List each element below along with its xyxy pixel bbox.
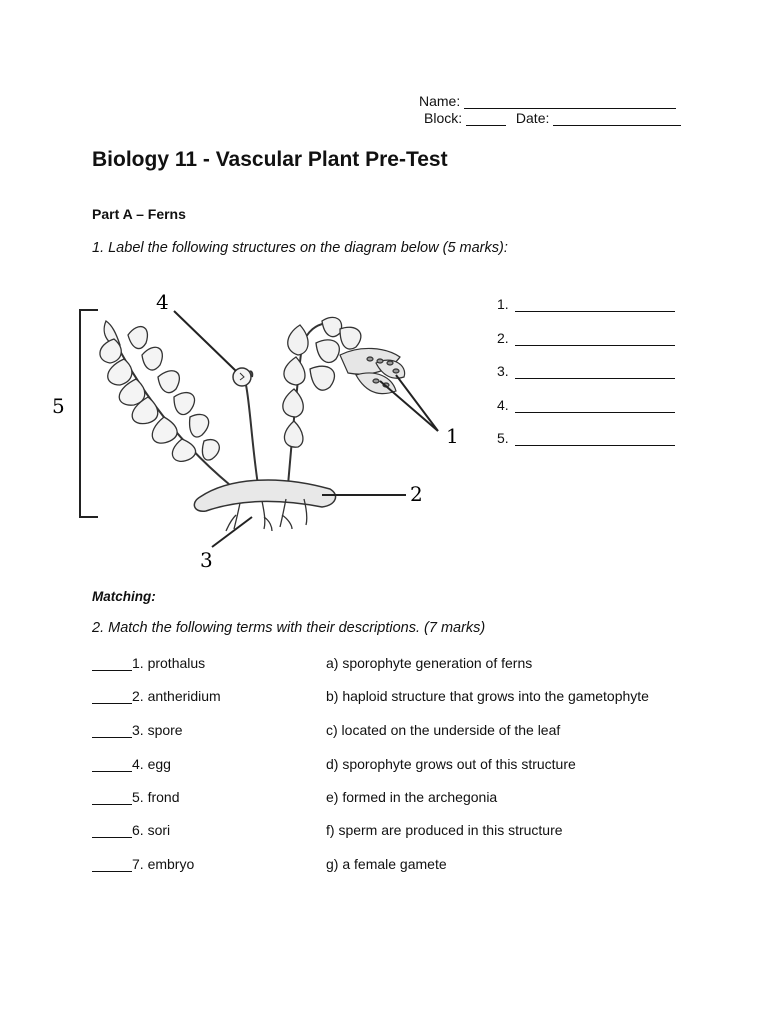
match-blank[interactable]: [92, 723, 132, 738]
answer-row-5: [497, 430, 675, 446]
match-term-3: [92, 722, 183, 738]
rhizome: [194, 480, 335, 511]
date-label: Date:: [515, 110, 550, 126]
match-description-d: d) sporophyte grows out of this structure: [326, 756, 576, 772]
right-frond: [283, 317, 361, 485]
match-term-6: [92, 822, 170, 838]
answer-field-5[interactable]: [515, 431, 675, 446]
diagram-label-1: 1: [446, 424, 459, 448]
answer-field-1[interactable]: [515, 297, 675, 312]
answer-number: 5.: [497, 430, 509, 446]
match-term-4: [92, 756, 171, 772]
pointer-1a: [380, 381, 438, 431]
diagram-label-3: 3: [200, 548, 213, 572]
answer-row-4: [497, 397, 675, 413]
diagram-label-2: 2: [410, 482, 423, 506]
match-description-e: e) formed in the archegonia: [326, 789, 498, 805]
answer-number: 4.: [497, 397, 509, 413]
bracket-5: [80, 310, 98, 517]
match-blank[interactable]: [92, 656, 132, 671]
match-description-f: f) sperm are produced in this structure: [326, 822, 563, 838]
match-term-2: [92, 688, 221, 704]
answer-number: 1.: [497, 296, 509, 312]
match-blank[interactable]: [92, 689, 132, 704]
name-line: [419, 93, 676, 109]
match-blank[interactable]: [92, 790, 132, 805]
answer-row-2: [497, 330, 675, 346]
term-label: 4. egg: [132, 756, 171, 772]
pointer-3: [212, 517, 252, 547]
answer-row-1: [497, 296, 675, 312]
name-label: Name:: [419, 93, 461, 109]
block-label: Block:: [424, 110, 463, 126]
term-label: 2. antheridium: [132, 688, 221, 704]
term-label: 5. frond: [132, 789, 180, 805]
matching-heading: Matching:: [92, 589, 156, 604]
match-blank[interactable]: [92, 857, 132, 872]
term-label: 7. embryo: [132, 856, 195, 872]
match-description-g: g) a female gamete: [326, 856, 447, 872]
match-term-5: [92, 789, 179, 805]
match-blank[interactable]: [92, 757, 132, 772]
match-description-a: a) sporophyte generation of ferns: [326, 655, 533, 671]
match-description-b: b) haploid structure that grows into the gametophyte: [326, 688, 649, 704]
answer-field-4[interactable]: [515, 398, 675, 413]
answer-row-3: [497, 363, 675, 379]
match-term-1: [92, 655, 205, 671]
name-field[interactable]: [464, 94, 676, 109]
pointer-4: [174, 311, 236, 371]
fiddlehead: [233, 368, 258, 485]
page-title: Biology 11 - Vascular Plant Pre-Test: [92, 148, 448, 171]
question-2: 2. Match the following terms with their descriptions. (7 marks): [92, 620, 486, 636]
term-label: 1. prothalus: [132, 655, 206, 671]
match-blank[interactable]: [92, 823, 132, 838]
question-1: 1. Label the following structures on the diagram below (5 marks):: [92, 240, 508, 256]
answer-number: 3.: [497, 363, 509, 379]
answer-field-3[interactable]: [515, 364, 675, 379]
pointer-1b: [396, 375, 438, 431]
part-a-heading: Part A – Ferns: [92, 206, 186, 222]
term-label: 6. sori: [132, 822, 171, 838]
match-term-7: [92, 856, 194, 872]
match-description-c: c) located on the underside of the leaf: [326, 722, 561, 738]
date-field[interactable]: [553, 111, 681, 126]
fern-diagram: [40, 285, 470, 575]
block-field[interactable]: [466, 111, 506, 126]
block-date-line: [424, 110, 681, 126]
diagram-label-5: 5: [52, 394, 65, 418]
answer-number: 2.: [497, 330, 509, 346]
term-label: 3. spore: [132, 722, 183, 738]
answer-field-2[interactable]: [515, 331, 675, 346]
diagram-label-4: 4: [156, 290, 169, 314]
fertile-frond: [340, 348, 405, 393]
